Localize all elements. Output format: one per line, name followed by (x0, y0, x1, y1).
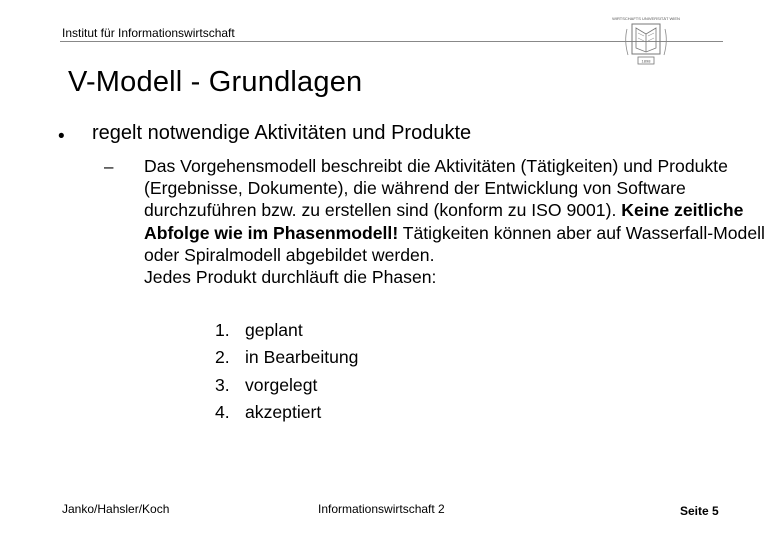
slide-title: V-Modell - Grundlagen (68, 66, 363, 98)
sub-bullet-paragraph (144, 155, 766, 288)
list-number: 4. (215, 401, 230, 422)
university-logo (612, 13, 680, 71)
phases-intro: Jedes Produkt durchläuft die Phasen: (144, 267, 437, 288)
paragraph-text-cont: Tätigkeiten können aber auf Wasserfall-Modell oder Spiralmodell abgebildet werden. (144, 222, 765, 265)
bullet-marker: • (58, 126, 65, 147)
paragraph-text: Das Vorgehensmodell beschreibt die Aktivitäten (Tätigkeiten) und Produkte (Ergebnisse, Dokumente), die während der Entwicklung von Software durchzuführen bzw. zu erstellen sind (konform zu ISO 9001). (144, 156, 728, 221)
list-number: 1. (215, 320, 230, 340)
list-number: 3. (215, 374, 230, 395)
phases-list (215, 317, 358, 426)
footer-page-number: Seite 5 (680, 504, 719, 518)
list-label: in Bearbeitung (245, 347, 359, 368)
footer-authors: Janko/Hahsler/Koch (62, 502, 170, 516)
logo-text-bottom: 1898 (641, 58, 651, 64)
paragraph-emphasis: Keine zeitliche Abfolge wie im Phasenmodell! (144, 200, 744, 243)
dash-marker: – (104, 157, 114, 176)
list-item (215, 399, 358, 426)
list-item (215, 317, 358, 344)
list-label: vorgelegt (245, 374, 318, 395)
header-institute: Institut für Informationswirtschaft (62, 26, 235, 40)
list-number: 2. (215, 347, 230, 368)
list-item (215, 372, 358, 399)
list-item (215, 344, 358, 371)
list-label: geplant (245, 320, 303, 340)
footer-course: Informationswirtschaft 2 (318, 502, 445, 516)
bullet-level1-text: regelt notwendige Aktivitäten und Produkte (92, 122, 472, 144)
list-label: akzeptiert (245, 401, 322, 422)
logo-text-top: WIRTSCHAFTS UNIVERSITÄT WIEN (612, 16, 680, 21)
